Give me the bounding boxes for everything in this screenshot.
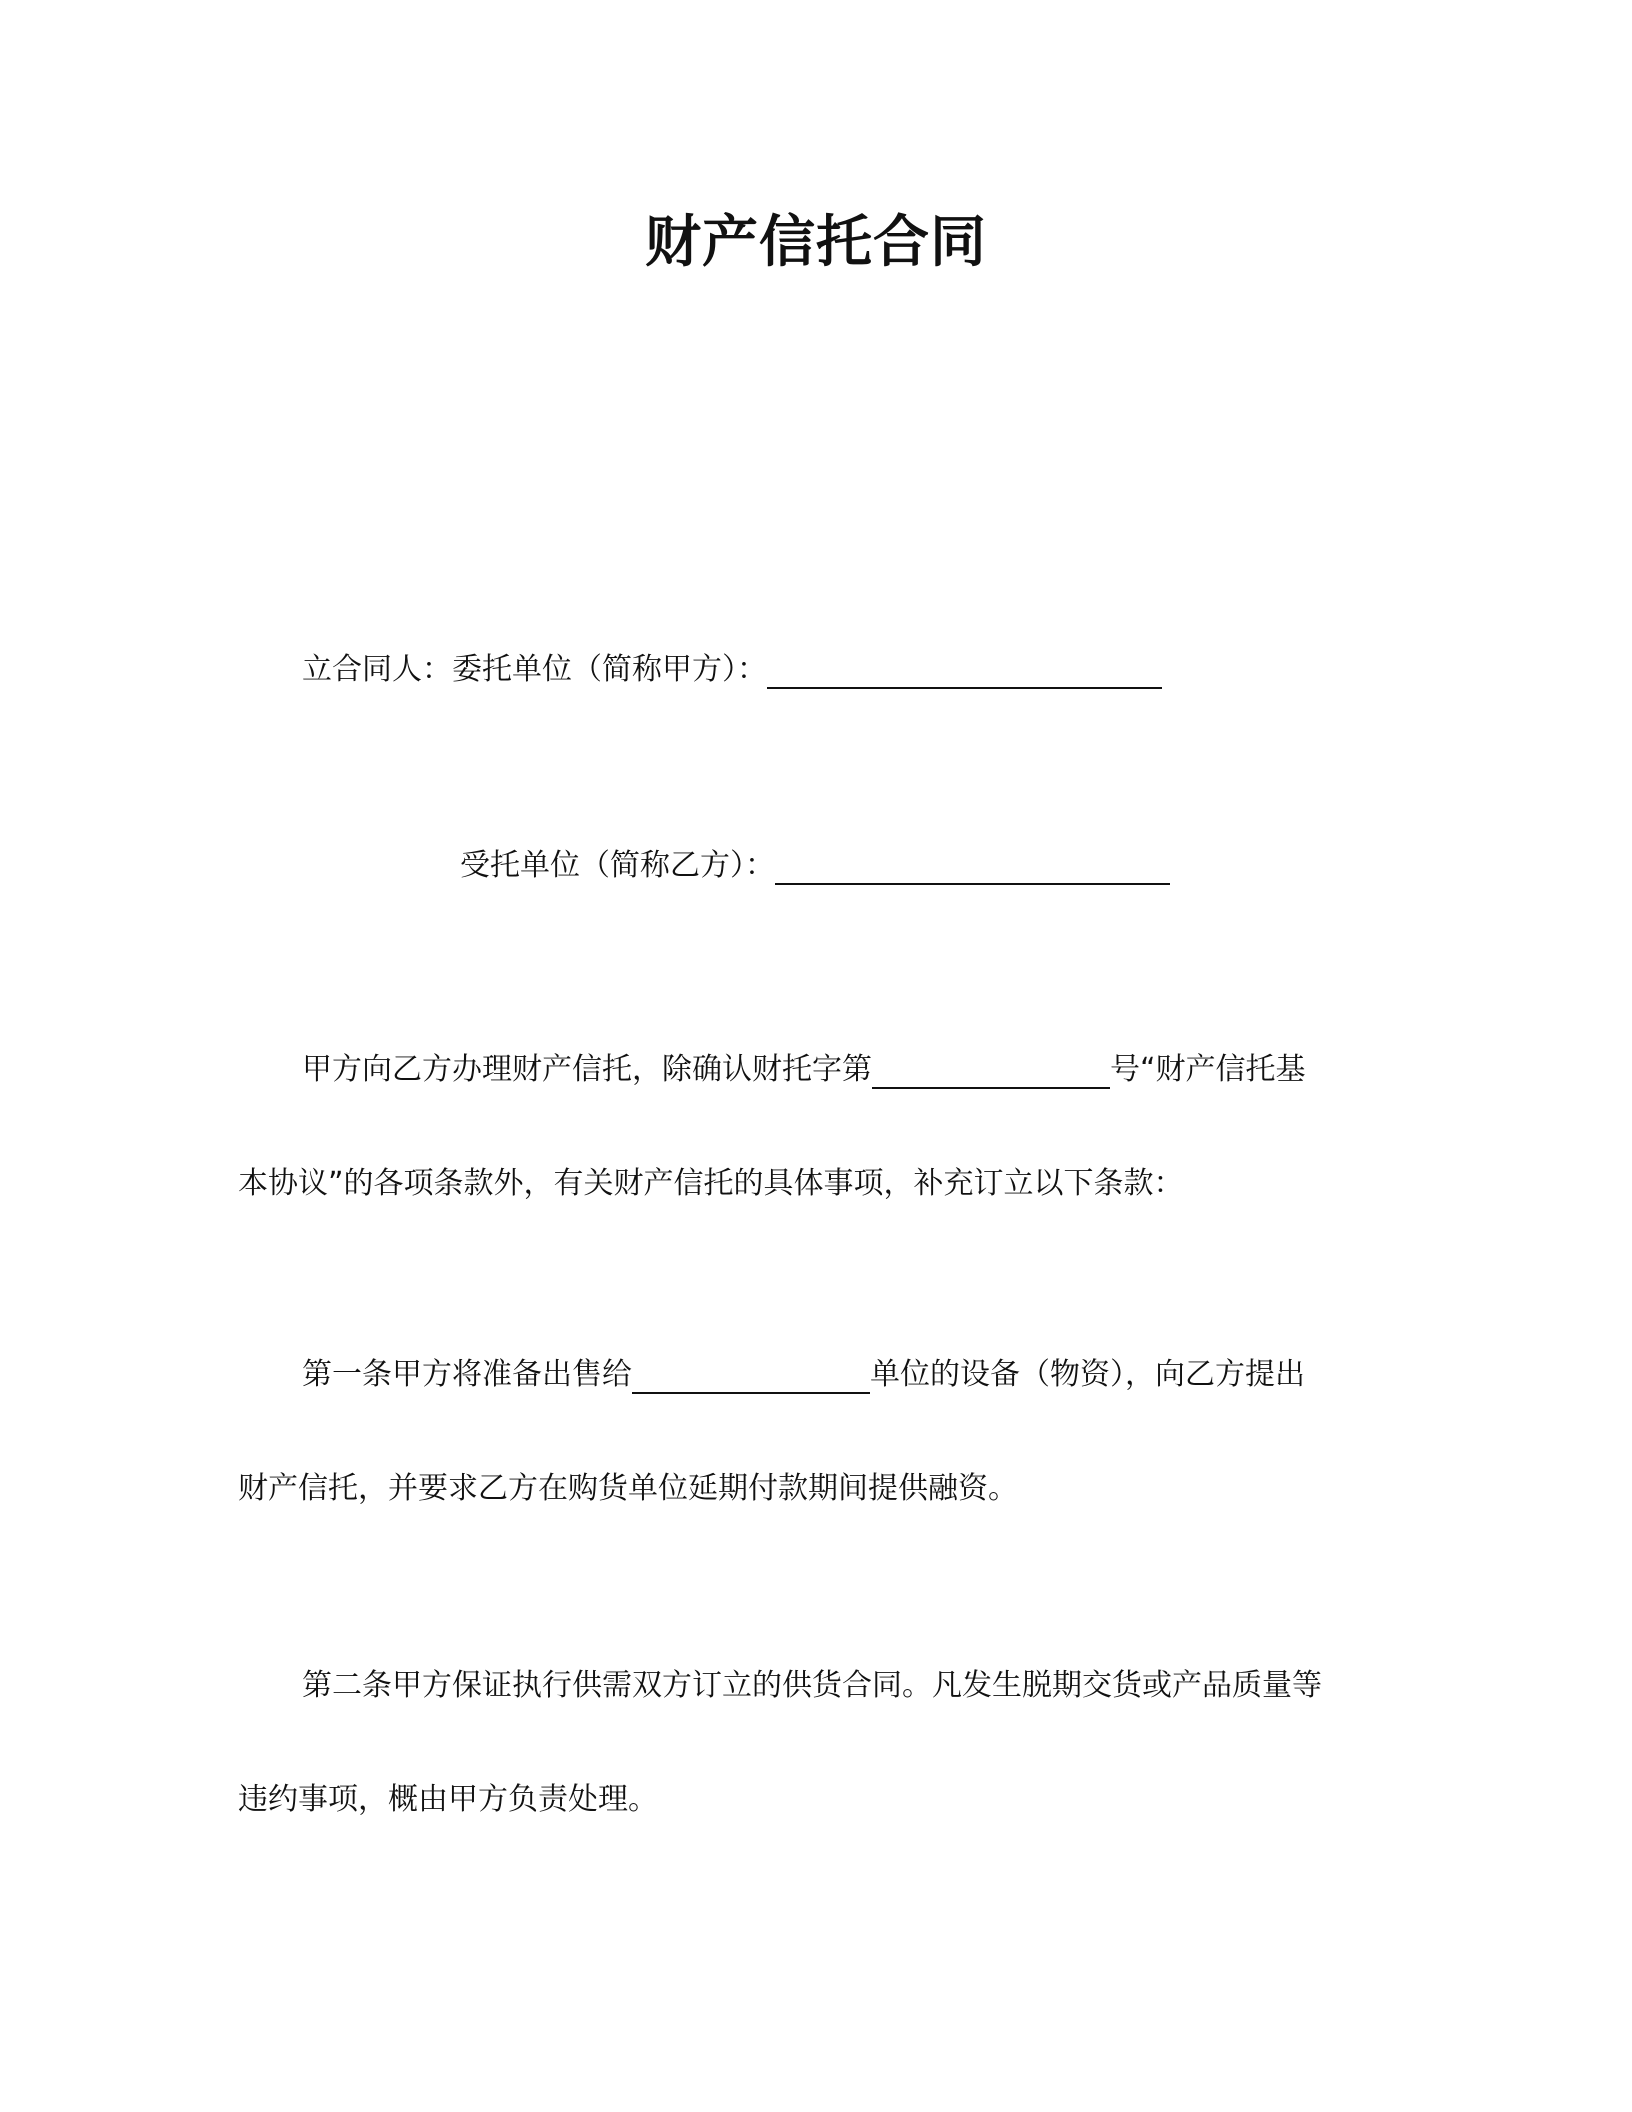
article-1-text-after: 单位的设备（物资），向乙方提出 — [870, 1357, 1305, 1392]
intro-line-2: 本协议”的各项条款外，有关财产信托的具体事项，补充订立以下条款： — [238, 1166, 1184, 1201]
article-1-line-1 — [302, 1355, 1305, 1395]
article-1-text-before: 第一条甲方将准备出售给 — [302, 1357, 632, 1392]
party-b-blank[interactable] — [775, 853, 1170, 885]
document-title: 财产信托合同 — [645, 210, 987, 275]
intro-text-before: 甲方向乙方办理财产信托，除确认财托字第 — [302, 1052, 872, 1087]
article-2-line-1: 第二条甲方保证执行供需双方订立的供货合同。凡发生脱期交货或产品质量等 — [302, 1668, 1322, 1703]
party-a-line — [302, 650, 1162, 690]
article-1-line-2: 财产信托，并要求乙方在购货单位延期付款期间提供融资。 — [238, 1471, 1018, 1506]
party-b-label: 受托单位（简称乙方）： — [460, 848, 775, 883]
party-a-label: 立合同人：委托单位（简称甲方）： — [302, 652, 767, 687]
intro-line-1 — [302, 1050, 1306, 1090]
buyer-unit-blank[interactable] — [632, 1362, 870, 1394]
agreement-number-blank[interactable] — [872, 1057, 1110, 1089]
party-a-blank[interactable] — [767, 657, 1162, 689]
party-b-line — [460, 846, 1170, 886]
article-2-line-2: 违约事项，概由甲方负责处理。 — [238, 1782, 658, 1817]
intro-text-after: 号“财产信托基 — [1110, 1052, 1306, 1087]
